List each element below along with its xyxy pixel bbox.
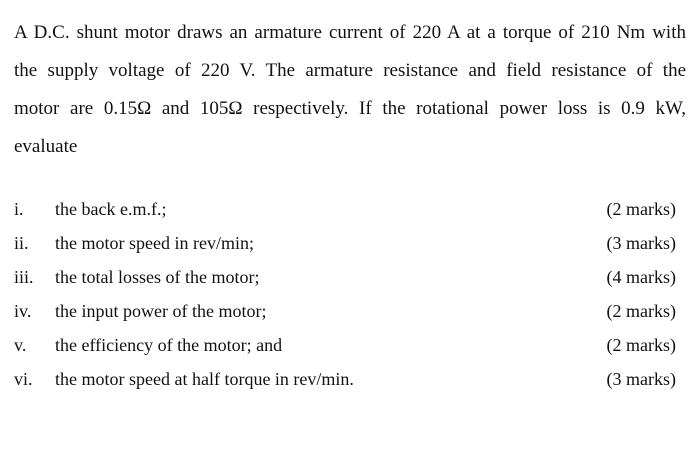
question-marks: (3 marks): [606, 369, 676, 389]
question-text: the total losses of the motor;: [55, 267, 260, 287]
question-text: the efficiency of the motor; and: [55, 335, 283, 355]
question-item: [14, 226, 676, 260]
problem-line: motor are 0.15Ω and 105Ω respectively. If the rotational power loss is 0.9 kW,: [14, 98, 686, 119]
question-number: vi.: [14, 369, 33, 389]
question-number: iv.: [14, 301, 32, 321]
question-marks: (2 marks): [606, 199, 676, 219]
question-text: the input power of the motor;: [55, 301, 267, 321]
problem-line: A D.C. shunt motor draws an armature current of 220 A at a torque of 210 Nm with: [14, 22, 686, 43]
question-number: iii.: [14, 267, 34, 287]
question-item: [14, 328, 676, 362]
question-text: the motor speed in rev/min;: [55, 233, 254, 253]
question-item: [14, 192, 676, 226]
problem-statement: [14, 14, 686, 166]
question-text: the motor speed at half torque in rev/min.: [55, 369, 354, 389]
question-list: [14, 192, 676, 396]
question-marks: (4 marks): [606, 267, 676, 287]
question-marks: (3 marks): [606, 233, 676, 253]
question-marks: (2 marks): [606, 335, 676, 355]
question-marks: (2 marks): [606, 301, 676, 321]
question-number: ii.: [14, 233, 29, 253]
question-item: [14, 294, 676, 328]
question-number: i.: [14, 199, 24, 219]
question-item: [14, 362, 676, 396]
problem-line: evaluate: [14, 136, 78, 157]
problem-line: the supply voltage of 220 V. The armature resistance and field resistance of the: [14, 60, 686, 81]
question-item: [14, 260, 676, 294]
question-number: v.: [14, 335, 27, 355]
question-text: the back e.m.f.;: [55, 199, 167, 219]
